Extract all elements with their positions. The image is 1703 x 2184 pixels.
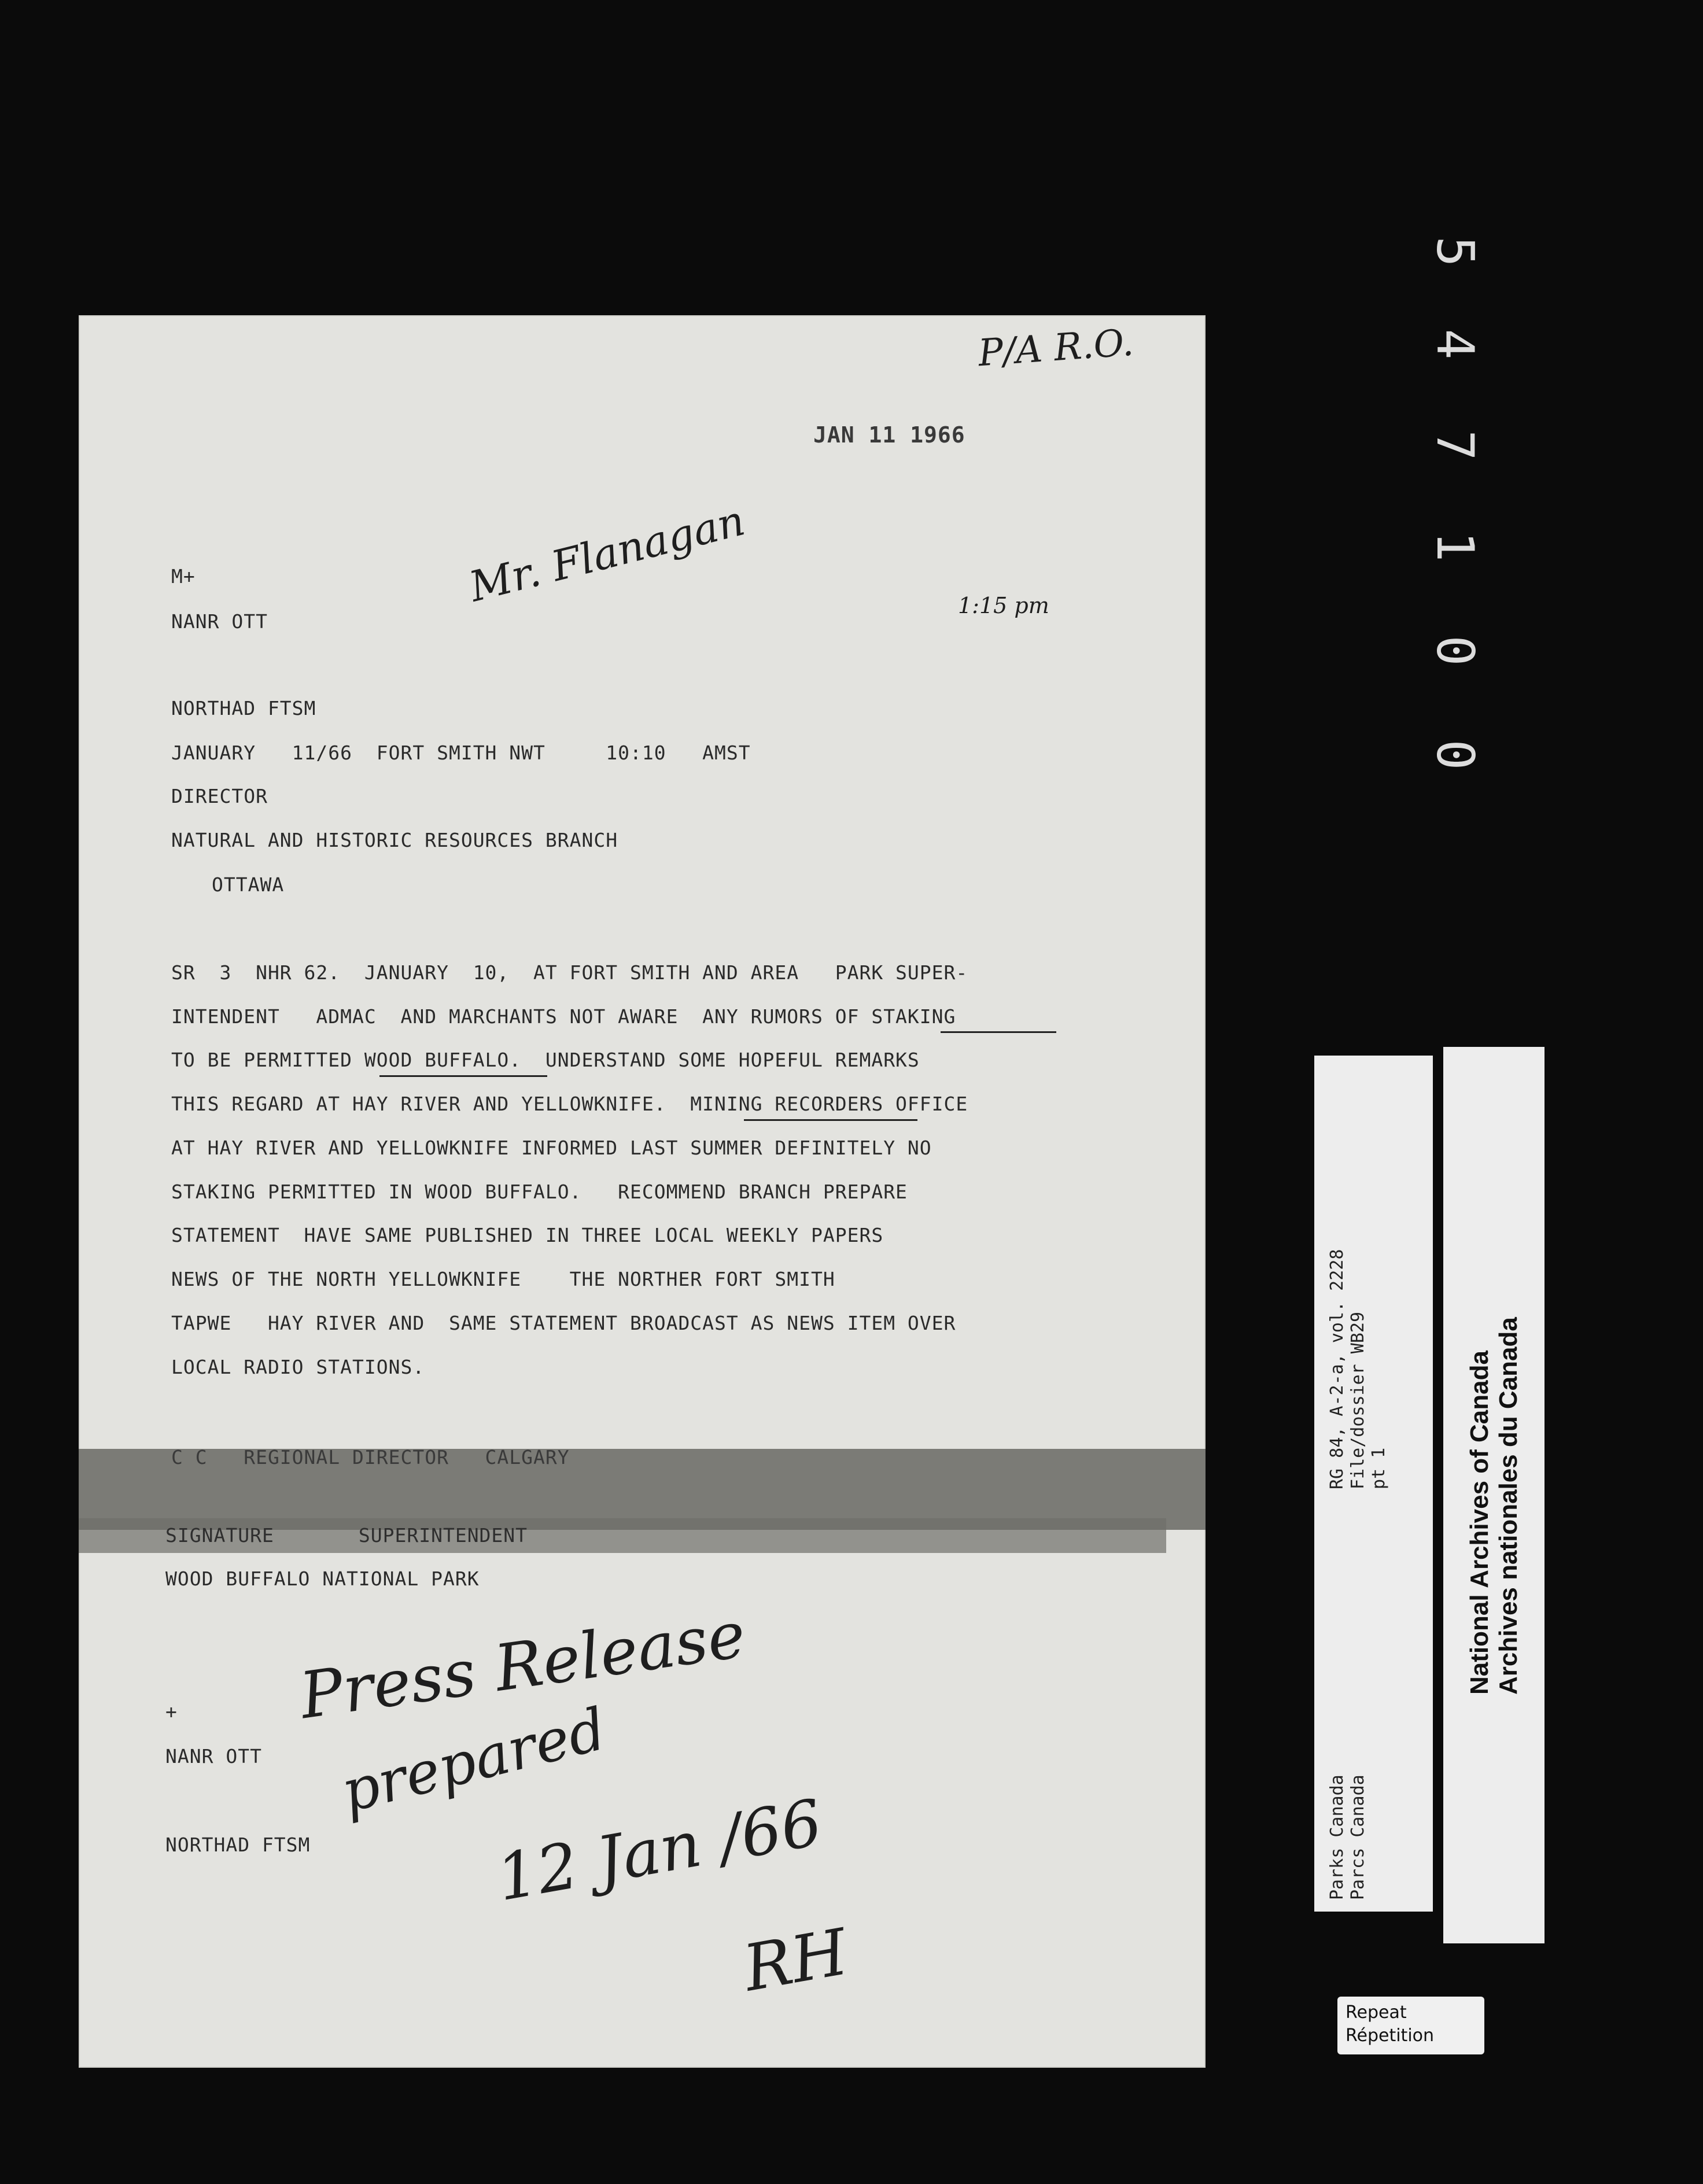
- frame-digit: 0: [1425, 739, 1485, 770]
- national-archives-label: [1443, 1047, 1545, 1943]
- body-line: NEWS OF THE NORTH YELLOWKNIFE THE NORTHER FORT SMITH: [171, 1268, 835, 1290]
- body-line: STATEMENT HAVE SAME PUBLISHED IN THREE LOCAL WEEKLY PAPERS: [171, 1224, 884, 1246]
- telex-document: [79, 315, 1206, 2068]
- underline-wood-buffalo: [379, 1075, 547, 1077]
- frame-digit: 7: [1425, 430, 1485, 461]
- footer-line-1: NANR OTT: [165, 1745, 262, 1768]
- body-line: THIS REGARD AT HAY RIVER AND YELLOWKNIFE. MINING RECORDERS OFFICE: [171, 1093, 968, 1115]
- reference-line-3: pt 1: [1369, 1447, 1389, 1489]
- body-line: TAPWE HAY RIVER AND SAME STATEMENT BROADCAST AS NEWS ITEM OVER: [171, 1312, 956, 1334]
- body-line: SR 3 NHR 62. JANUARY 10, AT FORT SMITH AND AREA PARK SUPER-: [171, 961, 968, 984]
- body-line: TO BE PERMITTED WOOD BUFFALO. UNDERSTAND SOME HOPEFUL REMARKS: [171, 1049, 920, 1071]
- repeat-label: [1337, 1997, 1484, 2054]
- header-line-3: NORTHAD FTSM: [171, 697, 316, 720]
- cc-line: C C REGIONAL DIRECTOR CALGARY: [171, 1446, 570, 1469]
- footer-plus: +: [165, 1700, 178, 1723]
- body-line: LOCAL RADIO STATIONS.: [171, 1356, 425, 1378]
- date-stamp: JAN 11 1966: [813, 422, 965, 448]
- body-line: AT HAY RIVER AND YELLOWKNIFE INFORMED LAST SUMMER DEFINITELY NO: [171, 1137, 932, 1159]
- repeat-en: Repeat: [1346, 2002, 1407, 2023]
- handwritten-prepared: prepared: [334, 1695, 613, 1826]
- org-line: WOOD BUFFALO NATIONAL PARK: [165, 1567, 480, 1590]
- header-line-1: M+: [171, 565, 196, 588]
- handwritten-press-release: Press Release: [295, 1597, 750, 1733]
- underline-mining-recorders: [744, 1119, 917, 1121]
- recipient-line-3: OTTAWA: [212, 873, 285, 896]
- body-line: INTENDENT ADMAC AND MARCHANTS NOT AWARE ANY RUMORS OF STAKING: [171, 1005, 956, 1028]
- frame-digit: 4: [1425, 329, 1485, 360]
- addressee-handwritten-note: Mr. Flanagan: [465, 496, 750, 611]
- time-handwritten-note: 1:15 pm: [958, 593, 1049, 618]
- frame-digit: 5: [1425, 236, 1485, 267]
- handwritten-initials: RH: [738, 1914, 853, 2006]
- handwritten-date: 12 Jan /66: [491, 1785, 828, 1916]
- repeat-fr: Répetition: [1346, 2026, 1435, 2046]
- archive-reference-label: [1314, 1056, 1433, 1912]
- recipient-line-2: NATURAL AND HISTORIC RESOURCES BRANCH: [171, 829, 618, 851]
- parks-canada-fr: Parcs Canada: [1348, 1774, 1368, 1900]
- underline-staking: [941, 1031, 1056, 1033]
- header-line-2: NANR OTT: [171, 610, 268, 633]
- corner-handwritten-note: P/A R.O.: [976, 321, 1136, 375]
- body-line: STAKING PERMITTED IN WOOD BUFFALO. RECOMMEND BRANCH PREPARE: [171, 1180, 908, 1203]
- national-archives-fr: Archives nationales du Canada: [1494, 1317, 1523, 1695]
- recipient-line-1: DIRECTOR: [171, 785, 268, 807]
- parks-canada-en: Parks Canada: [1327, 1774, 1347, 1900]
- dateline: JANUARY 11/66 FORT SMITH NWT 10:10 AMST: [171, 741, 751, 764]
- reference-line-2: File/dossier WB29: [1348, 1311, 1368, 1489]
- national-archives-en: National Archives of Canada: [1465, 1351, 1494, 1695]
- signature-line: SIGNATURE SUPERINTENDENT: [165, 1524, 528, 1547]
- reference-line-1: RG 84, A-2-a, vol. 2228: [1327, 1249, 1347, 1489]
- footer-line-2: NORTHAD FTSM: [165, 1833, 311, 1856]
- frame-digit: 1: [1425, 531, 1485, 562]
- frame-digit: 0: [1425, 635, 1485, 666]
